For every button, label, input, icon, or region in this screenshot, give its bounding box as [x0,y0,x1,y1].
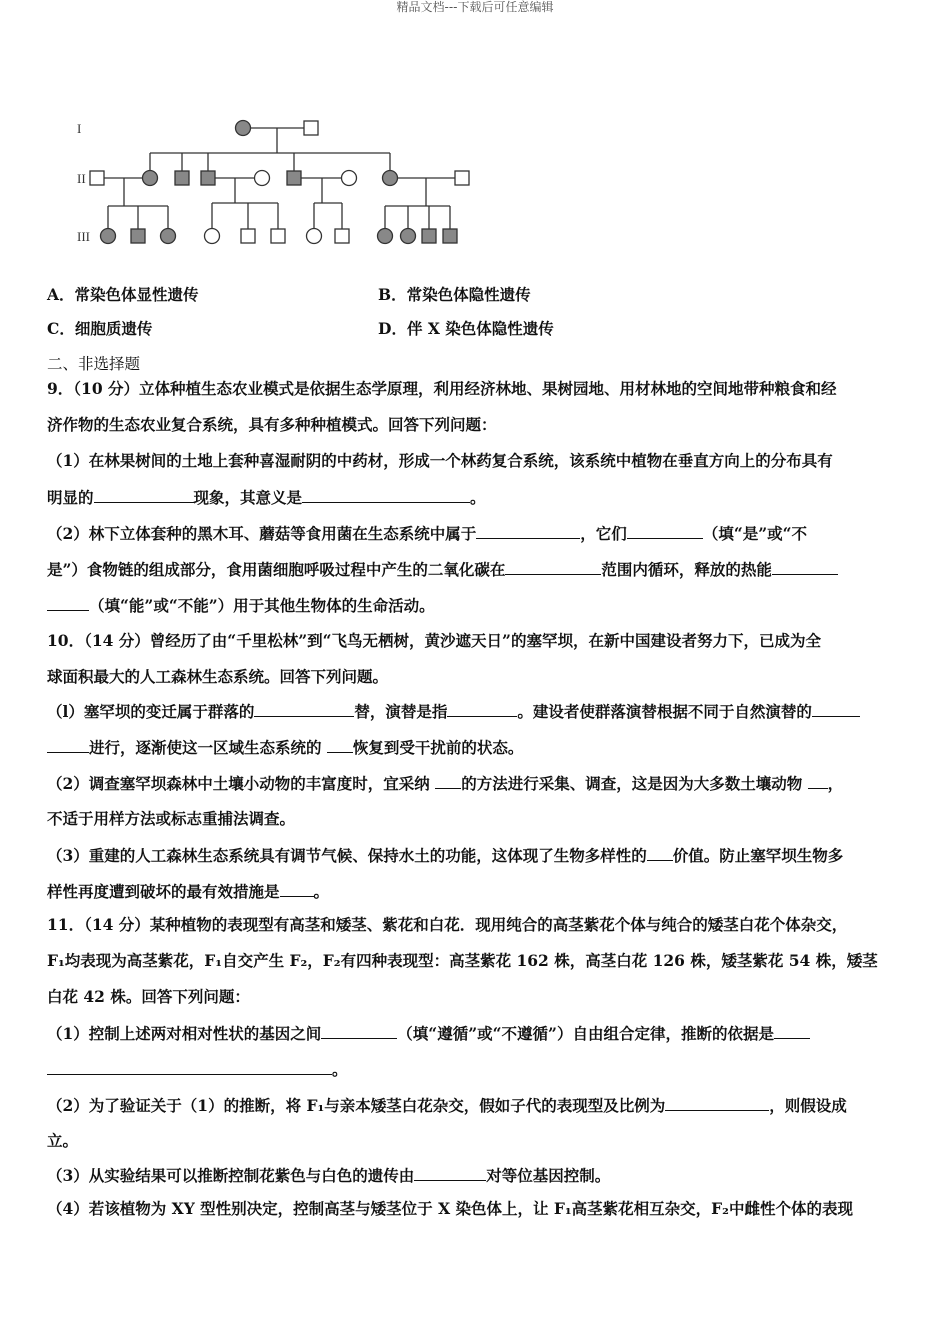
q10-line-7 [47,844,907,867]
q11-line-5 [47,1058,907,1081]
q11-text: ，则假设成 [769,1096,847,1115]
q9-line-7 [47,594,907,617]
q11-line-6 [47,1094,907,1117]
pedigree-chart [70,108,470,258]
unaffected-female-symbol [255,171,270,186]
q11-text: （填“遵循”或“不遵循”）自由组合定律，推断的依据是 [397,1024,774,1043]
q10-text: ， [827,774,844,793]
affected-male-symbol [422,229,436,243]
q10-text: （3）重建的人工森林生态系统具有调节气候、保持水土的功能，这体现了生物多样性的 [47,846,647,865]
q9-line-3: （1）在林果树间的土地上套种喜湿耐阴的中药材，形成一个林药复合系统，该系统中植物在垂直方向上的分布具有 [47,451,833,470]
answer-blank[interactable] [254,700,354,717]
option-b: B．常染色体隐性遗传 [378,285,531,304]
q11-line-2: F₁均表现为高茎紫花，F₁自交产生 F₂，F₂有四种表现型：高茎紫花 162 株，高茎白花 126 株，矮茎紫花 54 株，矮茎 [47,951,878,970]
q11-text: （3）从实验结果可以推断控制花紫色与白色的遗传由 [47,1166,415,1185]
q9-line-2: 济作物的生态农业复合系统，具有多种种植模式。回答下列问题： [47,415,497,434]
unaffected-male-symbol [90,171,104,185]
affected-female-symbol [378,229,393,244]
generation-label-3: III [77,229,90,244]
answer-blank[interactable] [505,558,601,575]
q11-text: （2）为了验证关于（1）的推断，将 F₁与亲本矮茎白花杂交，假如子代的表现型及比例为 [47,1096,666,1115]
answer-blank[interactable] [302,486,470,503]
q10-line-6: 不适于用样方法或标志重捕法调查。 [47,809,296,828]
q9-line-1: 9．（10 分）立体种植生态农业模式是依据生态学原理，利用经济林地、果树园地、用材林地的空间地带种粮食和经 [47,379,837,398]
q9-text: 范围内循环，释放的热能 [601,560,772,579]
answer-blank[interactable] [647,844,673,861]
unaffected-male-symbol [335,229,349,243]
answer-blank[interactable] [47,1058,332,1075]
answer-blank[interactable] [321,1022,397,1039]
q9-line-5 [47,522,907,545]
answer-blank[interactable] [447,700,517,717]
answer-blank[interactable] [774,1022,810,1039]
answer-blank[interactable] [812,700,860,717]
answer-blank[interactable] [94,486,194,503]
q10-text: 替，演替是指 [354,702,448,721]
answer-blank[interactable] [435,772,461,789]
answer-blank[interactable] [772,558,838,575]
answer-blank[interactable] [47,594,89,611]
q9-text: （2）林下立体套种的黑木耳、蘑菇等食用菌在生态系统中属于 [47,524,477,543]
answer-blank[interactable] [808,772,828,789]
q9-text: （填“是”或“不 [702,524,808,543]
unaffected-female-symbol [307,229,322,244]
q10-text: 价值。防止塞罕坝生物多 [672,846,844,865]
affected-male-symbol [443,229,457,243]
unaffected-male-symbol [241,229,255,243]
unaffected-male-symbol [271,229,285,243]
affected-female-symbol [236,121,251,136]
q11-text: 对等位基因控制。 [486,1166,611,1185]
q11-text: （1）控制上述两对相对性状的基因之间 [47,1024,322,1043]
affected-male-symbol [175,171,189,185]
q11-line-1: 11．（14 分）某种植物的表现型有高茎和矮茎、紫花和白花．现用纯合的高茎紫花个体与纯合的矮茎白花个体杂交， [47,915,848,934]
unaffected-female-symbol [342,171,357,186]
answer-blank[interactable] [665,1094,769,1111]
affected-male-symbol [287,171,301,185]
affected-female-symbol [161,229,176,244]
option-c: C．细胞质遗传 [47,319,153,338]
generation-label-1: I [77,121,82,136]
page-header: 精品文档---下载后可任意编辑 [396,0,554,14]
q9-text: 。 [470,488,486,507]
affected-female-symbol [383,171,398,186]
option-a: A．常染色体显性遗传 [47,285,199,304]
q11-line-8 [47,1164,907,1187]
q10-text: 。建设者使群落演替根据不同于自然演替的 [517,702,812,721]
answer-blank[interactable] [476,522,580,539]
q11-line-4 [47,1022,907,1045]
q10-text: （l）塞罕坝的变迁属于群落的 [47,702,255,721]
q9-text: 明显的 [47,488,94,507]
q10-line-5 [47,772,907,795]
answer-blank[interactable] [414,1164,486,1181]
q10-line-8 [47,880,907,903]
q9-line-6 [47,558,907,581]
answer-blank[interactable] [627,522,703,539]
generation-label-2: II [77,171,86,186]
affected-female-symbol [401,229,416,244]
q11-line-9: （4）若该植物为 XY 型性别决定，控制高茎与矮茎位于 X 染色体上，让 F₁高茎紫花相互杂交，F₂中雌性个体的表现 [47,1199,853,1218]
q11-text: 。 [332,1060,348,1079]
q11-line-7: 立。 [47,1131,79,1150]
affected-male-symbol [201,171,215,185]
option-d: D．伴 X 染色体隐性遗传 [378,319,554,338]
q9-line-4 [47,486,907,509]
q9-text: 是”）食物链的组成部分，食用菌细胞呼吸过程中产生的二氧化碳在 [47,560,506,579]
unaffected-male-symbol [304,121,318,135]
q10-text: 进行，逐渐使这一区域生态系统的 [89,738,327,757]
section-heading: 二、非选择题 [47,355,141,373]
q10-text: （2）调查塞罕坝森林中土壤小动物的丰富度时，宜采纳 [47,774,436,793]
unaffected-male-symbol [455,171,469,185]
q10-text: 。 [313,882,330,901]
q9-text: ，它们 [580,524,627,543]
unaffected-female-symbol [205,229,220,244]
q10-text: 恢复到受干扰前的状态。 [352,738,524,757]
answer-blank[interactable] [280,880,314,897]
affected-female-symbol [101,229,116,244]
q9-text: （填“能”或“不能”）用于其他生物体的生命活动。 [89,596,435,615]
q10-text: 的方法进行采集、调查，这是因为大多数土壤动物 [461,774,808,793]
q10-line-1: 10．（14 分）曾经历了由“千里松林”到“飞鸟无栖树，黄沙遮天日”的塞罕坝，在新中国建设者努力下，已成为全 [47,631,821,650]
q10-line-3 [47,700,907,723]
q10-line-4 [47,736,907,759]
affected-male-symbol [131,229,145,243]
q9-text: 现象，其意义是 [193,488,303,507]
answer-blank[interactable] [327,736,353,753]
answer-blank[interactable] [47,736,89,753]
affected-female-symbol [143,171,158,186]
q10-text: 样性再度遭到破坏的最有效措施是 [47,882,280,901]
q11-line-3: 白花 42 株。回答下列问题： [47,987,250,1006]
q10-line-2: 球面积最大的人工森林生态系统。回答下列问题。 [47,667,389,686]
